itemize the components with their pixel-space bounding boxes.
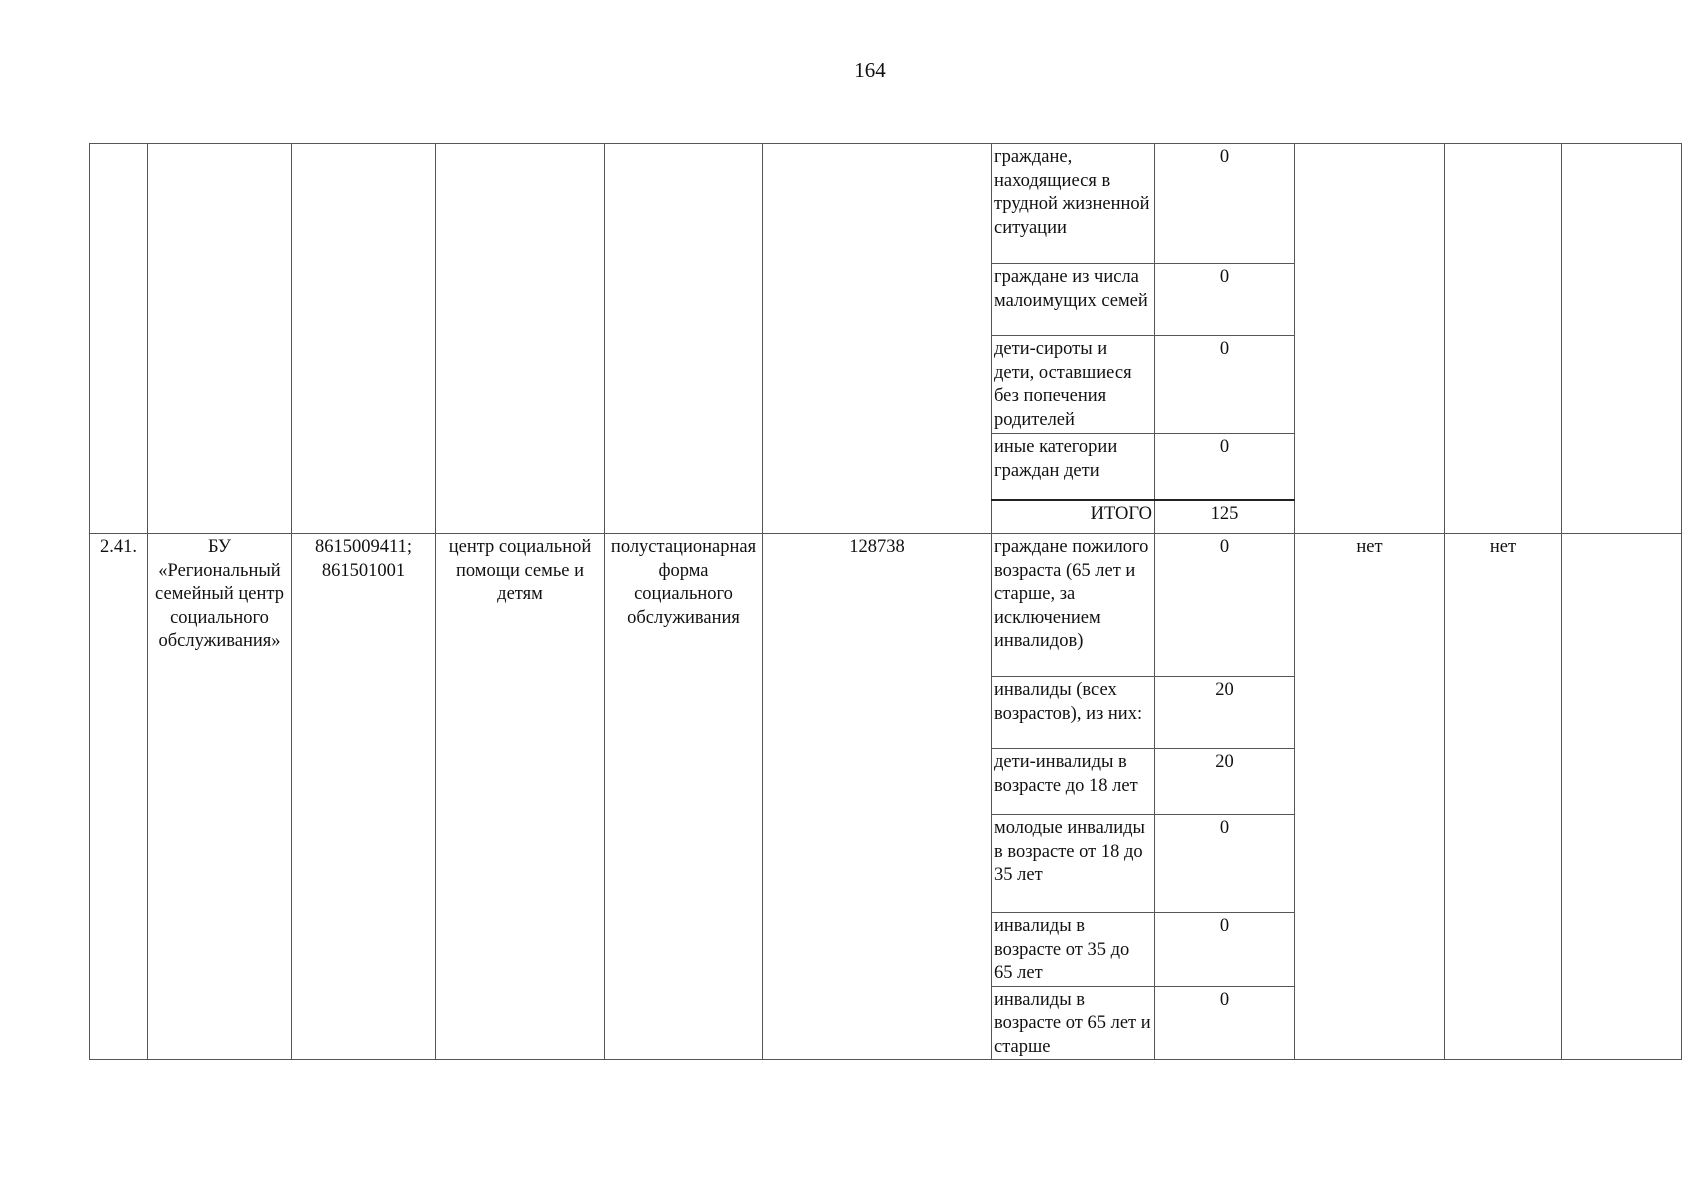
category-label: иные категории граждан дети: [992, 434, 1155, 500]
number-cell: [90, 144, 148, 534]
service-form-cell: [605, 144, 763, 534]
category-value: 0: [1155, 264, 1295, 336]
total-value: 125: [1155, 500, 1295, 534]
category-value: 0: [1155, 434, 1295, 500]
total-label: ИТОГО: [992, 500, 1155, 534]
category-label: инвалиды (всех возрастов), из них:: [992, 677, 1155, 749]
category-label: граждане из числа малоимущих семей: [992, 264, 1155, 336]
page-number: 164: [854, 58, 886, 82]
category-value: 0: [1155, 144, 1295, 264]
service-form-cell: полустационарная форма социального обслуживания: [605, 534, 763, 1060]
org-type-cell: [436, 144, 605, 534]
column-b-cell: [1445, 144, 1562, 534]
category-value: 20: [1155, 749, 1295, 815]
code-cell: 128738: [763, 534, 992, 1060]
category-label: молодые инвалиды в возрасте от 18 до 35 лет: [992, 815, 1155, 913]
name-cell: БУ «Региональный семейный центр социального обслуживания»: [148, 534, 292, 1060]
table-row: [90, 534, 1682, 677]
column-b-cell: нет: [1445, 534, 1562, 1060]
inn-kpp-cell: [292, 144, 436, 534]
column-a-cell: нет: [1295, 534, 1445, 1060]
code-cell: [763, 144, 992, 534]
category-value: 0: [1155, 913, 1295, 987]
column-c-cell: [1562, 534, 1682, 1060]
category-value: 20: [1155, 677, 1295, 749]
column-a-cell: [1295, 144, 1445, 534]
category-label: инвалиды в возрасте от 35 до 65 лет: [992, 913, 1155, 987]
inn-kpp-cell: 8615009411; 861501001: [292, 534, 436, 1060]
table-row: [90, 144, 1682, 264]
category-value: 0: [1155, 815, 1295, 913]
category-value: 0: [1155, 986, 1295, 1060]
category-label: инвалиды в возрасте от 65 лет и старше: [992, 986, 1155, 1060]
registry-table: [89, 143, 1682, 1060]
category-label: граждане пожилого возраста (65 лет и старше, за исключением инвалидов): [992, 534, 1155, 677]
name-cell: [148, 144, 292, 534]
number-cell: 2.41.: [90, 534, 148, 1060]
category-value: 0: [1155, 336, 1295, 434]
category-label: дети-сироты и дети, оставшиеся без попечения родителей: [992, 336, 1155, 434]
org-type-cell: центр социальной помощи семье и детям: [436, 534, 605, 1060]
category-value: 0: [1155, 534, 1295, 677]
category-label: дети-инвалиды в возрасте до 18 лет: [992, 749, 1155, 815]
column-c-cell: [1562, 144, 1682, 534]
category-label: граждане, находящиеся в трудной жизненной ситуации: [992, 144, 1155, 264]
